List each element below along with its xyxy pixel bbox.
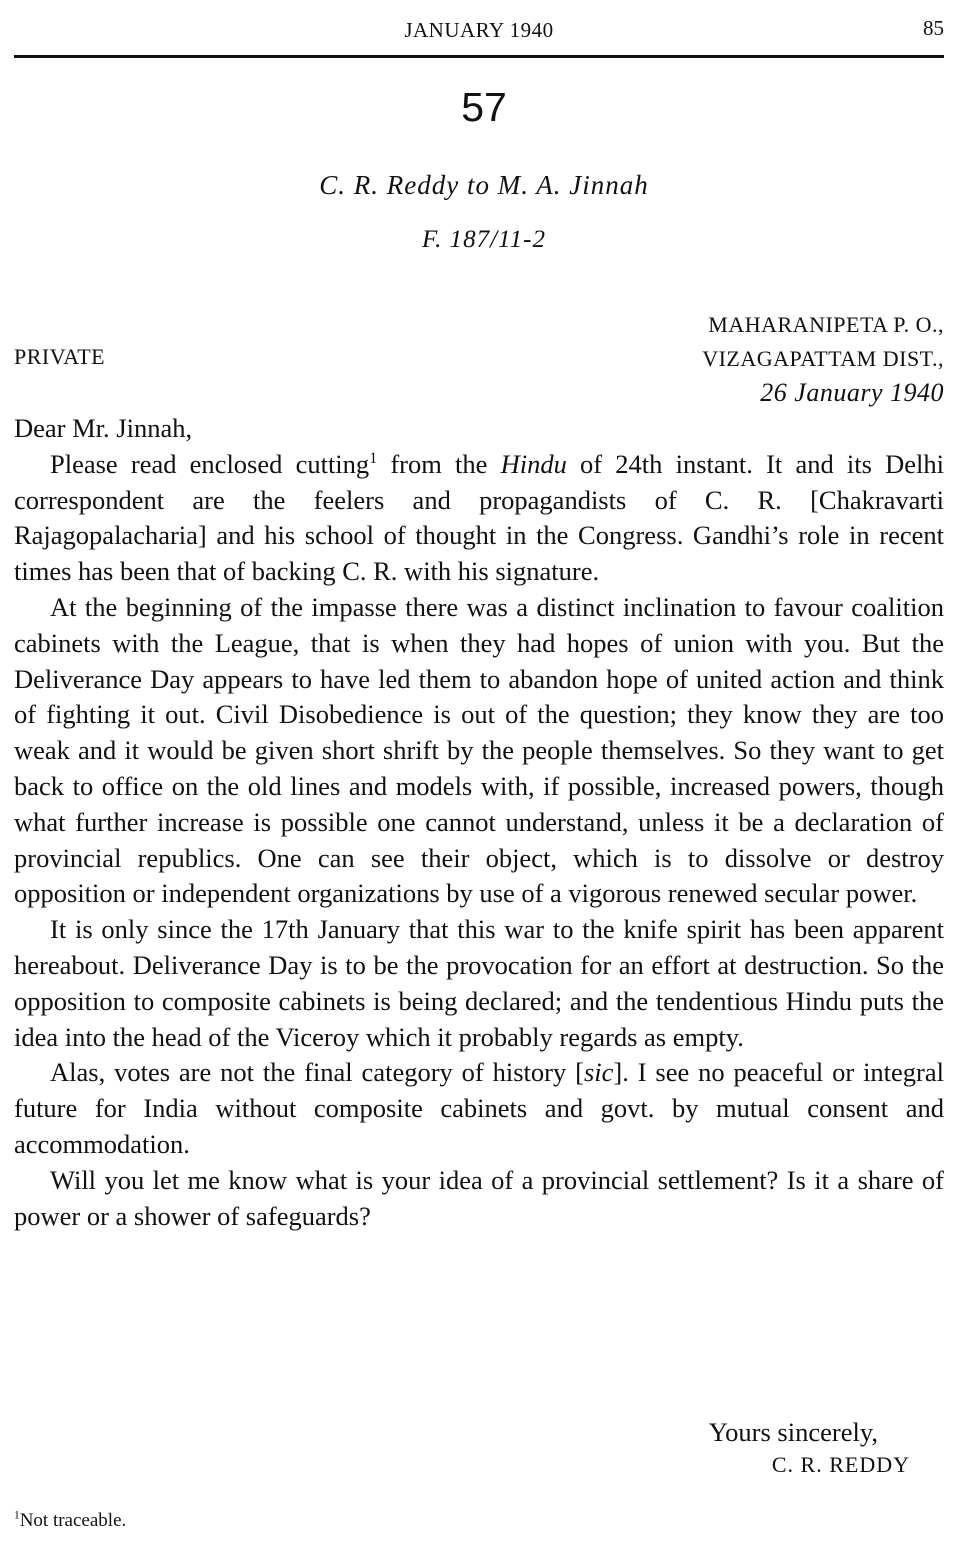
salutation: Dear Mr. Jinnah,	[14, 413, 193, 443]
paragraph-4-part-1: Alas, votes are not the final category of history [	[50, 1057, 584, 1088]
paragraph-1	[14, 447, 944, 590]
paragraph-4	[14, 1055, 944, 1162]
footnote	[14, 1510, 126, 1532]
footnote-reference: 1	[369, 449, 378, 467]
paragraph-2: At the beginning of the impasse there was a distinct inclination to favour coalition cabinets with the League, that is when they had hopes of union with you. But the Deliverance Day appears to have led them to abandon hope of united action and think of fighting it out. Civil Disobedience is out of the question; they know they are too weak and it would be given short shrift by the people themselves. So they want to get back to office on the old lines and models with, if possible, increased powers, though what further increase is possible one cannot understand, unless it be a declaration of provincial republics. One can see their object, which is to dissolve or destroy opposition or independent organizations by use of a vigorous renewed secular power.	[14, 591, 944, 909]
footnote-text: Not traceable.	[19, 1510, 127, 1531]
letter-body	[14, 411, 944, 1234]
running-head	[14, 14, 944, 50]
footnote-mark: 1	[14, 1509, 20, 1522]
newspaper-title: Hindu	[500, 448, 567, 479]
address-line-2: VIZAGAPATTAM DIST.,	[702, 346, 944, 371]
paragraph-1-part-2: from the	[377, 448, 501, 479]
signature: C. R. REDDY	[771, 1452, 910, 1477]
header-rule	[14, 55, 944, 58]
sender-address	[702, 308, 944, 410]
paragraph-4-part-2: ]. I see no peaceful or integral future for India without composite cabinets and govt. by mutual consent and accommodation.	[14, 1057, 945, 1159]
paragraph-1-part-1: Please read enclosed cutting	[50, 448, 370, 479]
sic-mark: sic	[583, 1057, 614, 1088]
address-line-1: MAHARANIPETA P. O.,	[708, 312, 944, 337]
running-title: JANUARY 1940	[404, 18, 554, 42]
file-reference: F. 187/11-2	[422, 226, 546, 253]
document-heading: C. R. Reddy to M. A. Jinnah	[319, 170, 649, 200]
page-number: 85	[923, 16, 944, 40]
paragraph-5: Will you let me know what is your idea of a provincial settlement? Is it a share of power or a shower of safeguards?	[14, 1164, 944, 1231]
paragraph-1-part-3: of 24th instant. It and its Delhi correspondent are the feelers and propagandists of C. R. [Chakravarti Rajagopalacharia] and his school of thought in the Congress. Gandhi’s role in recent times has been that of backing C. R. with his signature.	[14, 448, 945, 587]
private-mark: PRIVATE	[14, 344, 106, 369]
paragraph-3: It is only since the 17th January that this war to the knife spirit has been apparent hereabout. Deliverance Day is to be the provocation for an effort at destruction. So the opposition to composite cabinets is being declared; and the tendentious Hindu puts the idea into the head of the Viceroy which it probably regards as empty.	[14, 914, 944, 1052]
letter-date: 26 January 1940	[760, 378, 944, 407]
closing: Yours sincerely,	[708, 1417, 878, 1447]
document-number: 57	[461, 84, 507, 130]
